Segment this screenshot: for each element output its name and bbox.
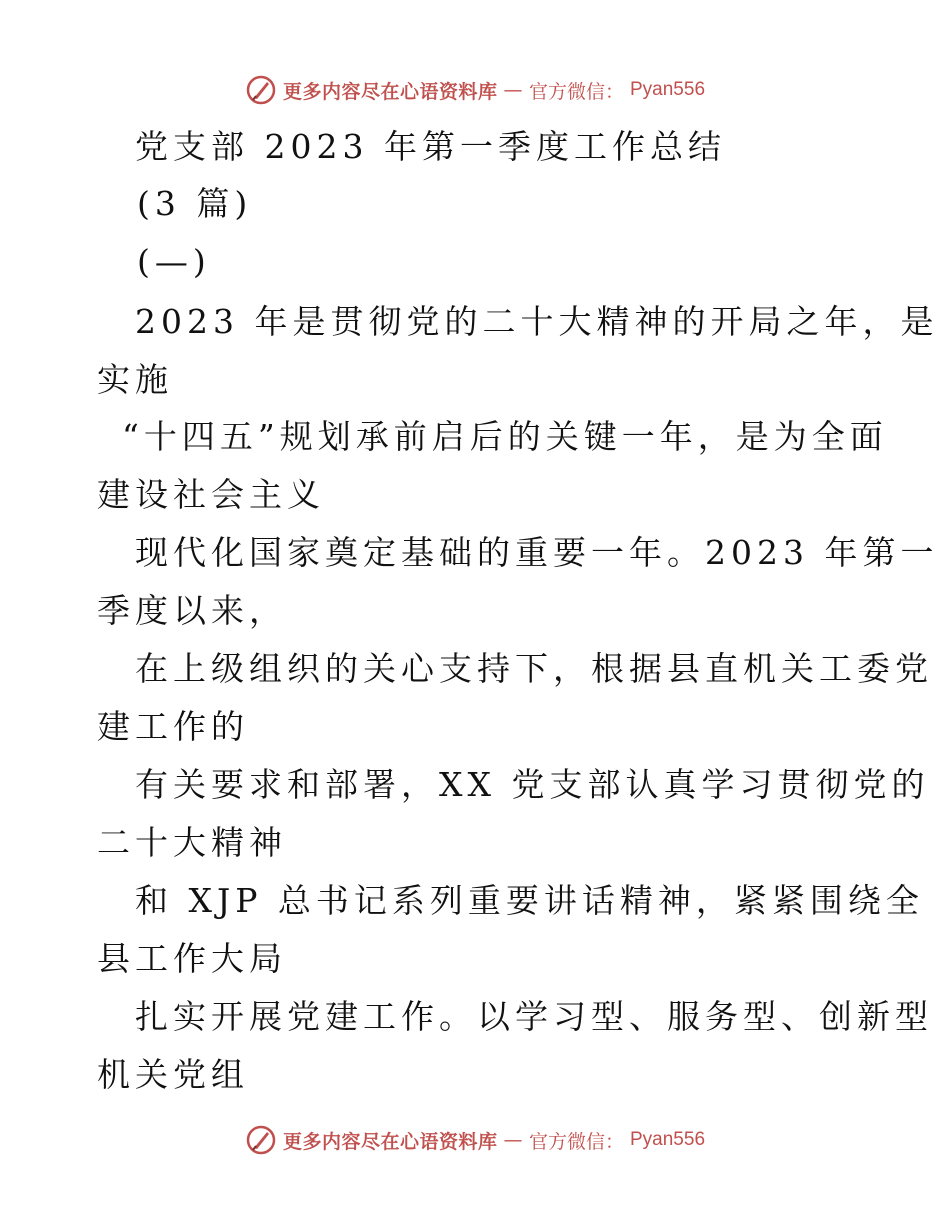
paragraph-line: 二十大精神 — [97, 823, 287, 862]
paragraph-line: 季度以来， — [97, 591, 287, 630]
paragraph-line: 现代化国家奠定基础的重要一年。2023 年第一 — [135, 533, 939, 572]
document-title: 党支部 2023 年第一季度工作总结 — [135, 127, 726, 166]
watermark-site-text: 更多内容尽在心语资料库 — [282, 1130, 498, 1153]
paragraph-line: 有关要求和部署，XX 党支部认真学习贯彻党的 — [135, 765, 930, 804]
paragraph-line: 实施 — [97, 360, 173, 399]
watermark-site-text: 更多内容尽在心语资料库 — [282, 80, 498, 103]
paragraph-line: 建设社会主义 — [97, 475, 325, 514]
quill-logo-icon — [245, 1124, 277, 1156]
paragraph-line: 和 XJP 总书记系列重要讲话精神，紧紧围绕全 — [135, 881, 924, 920]
watermark-wechat-id: Pyan556 — [630, 1129, 706, 1150]
watermark-wechat-label: 官方微信： — [528, 1130, 624, 1153]
watermark-wechat-label: 官方微信： — [528, 80, 624, 103]
watermark-separator: — — [503, 1129, 523, 1151]
watermark-wechat-id: Pyan556 — [630, 79, 706, 100]
paragraph-line: “十四五”规划承前启后的关键一年，是为全面 — [122, 417, 888, 456]
paragraph-line: 县工作大局 — [97, 939, 287, 978]
watermark-separator: — — [503, 79, 523, 101]
paragraph-line: 扎实开展党建工作。以学习型、服务型、创新型 — [135, 997, 933, 1036]
quill-logo-icon — [245, 74, 277, 106]
paragraph-line: 机关党组 — [97, 1055, 249, 1094]
section-heading: (—) — [137, 242, 211, 281]
header-watermark — [0, 70, 950, 110]
watermark-group — [245, 1124, 705, 1156]
paragraph-line: 建工作的 — [97, 707, 249, 746]
paragraph-line: 2023 年是贯彻党的二十大精神的开局之年，是 — [135, 302, 939, 341]
paragraph-line: 在上级组织的关心支持下，根据县直机关工委党 — [135, 649, 933, 688]
footer-watermark — [0, 1120, 950, 1160]
document-subtitle: (3 篇) — [137, 184, 253, 223]
watermark-group — [245, 74, 705, 106]
